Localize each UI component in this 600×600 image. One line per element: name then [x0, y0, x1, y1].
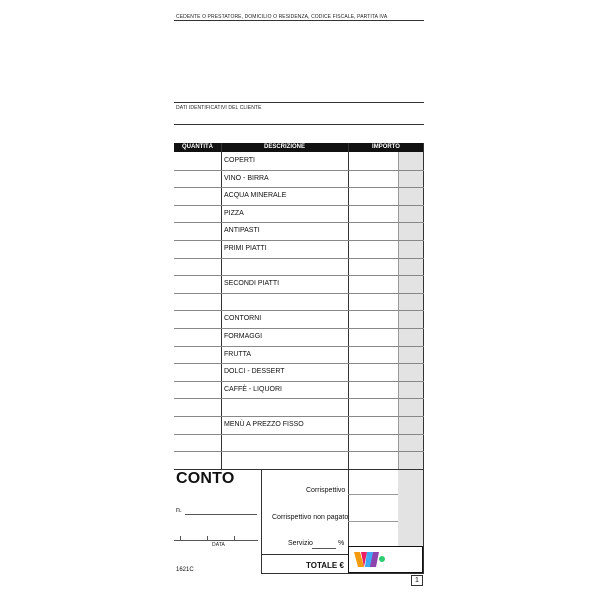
table-row-line: [174, 381, 424, 382]
table-row-description: PIZZA: [224, 210, 244, 217]
date-label: DATA: [212, 542, 225, 548]
cedente-top-line: [174, 20, 424, 21]
table-row-line: [174, 170, 424, 171]
table-row-description: FORMAGGI: [224, 333, 263, 340]
column-header-descrizione: DESCRIZIONE: [263, 144, 305, 150]
date-tick-3: [234, 536, 235, 540]
brand-logo: [352, 549, 388, 571]
table-row-line: [174, 293, 424, 294]
table-row-line: [174, 310, 424, 311]
number-label: n.: [176, 507, 182, 514]
table-row-line: [174, 258, 424, 259]
table-row-line: [174, 275, 424, 276]
corrispettivo-label: Corrispettivo: [306, 487, 346, 494]
column-header-importo: IMPORTO: [372, 144, 400, 150]
date-tick-2: [207, 536, 208, 540]
corrispettivo-line: [348, 494, 398, 495]
table-row-description: DOLCI - DESSERT: [224, 368, 285, 375]
table-row-line: [174, 451, 424, 452]
corrispettivo-non-pagato-label: Corrispettivo non pagato: [272, 514, 349, 521]
table-row-description: VINO - BIRRA: [224, 175, 269, 182]
table-row-line: [174, 222, 424, 223]
table-right-border: [423, 143, 424, 573]
form-code: 1621C: [176, 567, 194, 573]
col-divider-3: [398, 152, 399, 470]
table-row-line: [174, 346, 424, 347]
table-row-line: [174, 240, 424, 241]
table-row-description: SECONDI PIATTI: [224, 280, 280, 287]
table-row-line: [174, 434, 424, 435]
page-number-box: 1: [411, 575, 423, 586]
importo-cents-shade: [398, 152, 424, 546]
table-row-description: CAFFÈ - LIQUORI: [224, 386, 282, 393]
servizio-label: Servizio: [288, 540, 313, 547]
table-row-line: [174, 328, 424, 329]
col-divider-2: [348, 143, 349, 573]
table-row-description: ANTIPASTI: [224, 227, 260, 234]
totale-label: TOTALE €: [306, 561, 344, 570]
cedente-bottom-line: [174, 102, 424, 103]
table-row-description: MENÙ A PREZZO FISSO: [224, 421, 304, 428]
conto-title: CONTO: [176, 470, 235, 487]
column-header-quantita: QUANTITÀ: [182, 144, 213, 150]
table-row-line: [174, 205, 424, 206]
table-row-line: [174, 416, 424, 417]
table-row-description: ACQUA MINERALE: [224, 192, 287, 199]
table-row-line: [174, 398, 424, 399]
col-divider-1: [221, 143, 222, 470]
table-row-line: [174, 187, 424, 188]
date-tick-1: [180, 536, 181, 540]
footer-bottom-line: [261, 573, 424, 574]
cedente-label: CEDENTE O PRESTATORE, DOMICILIO O RESIDENZA, CODICE FISCALE, PARTITA IVA: [176, 14, 388, 20]
table-row-description: PRIMI PIATTI: [224, 245, 267, 252]
cliente-label: DATI IDENTIFICATIVI DEL CLIENTE: [176, 105, 262, 111]
table-row-line: [174, 363, 424, 364]
number-line: [185, 514, 257, 515]
table-row-description: FRUTTA: [224, 351, 252, 358]
servizio-percent: %: [338, 540, 345, 547]
table-row-description: COPERTI: [224, 157, 255, 164]
date-line: [174, 540, 258, 541]
corrispettivo-non-pagato-line: [348, 521, 398, 522]
servizio-blank: [312, 548, 336, 549]
table-row-description: CONTORNI: [224, 315, 262, 322]
cliente-line: [174, 124, 424, 125]
footer-divider: [261, 469, 262, 573]
